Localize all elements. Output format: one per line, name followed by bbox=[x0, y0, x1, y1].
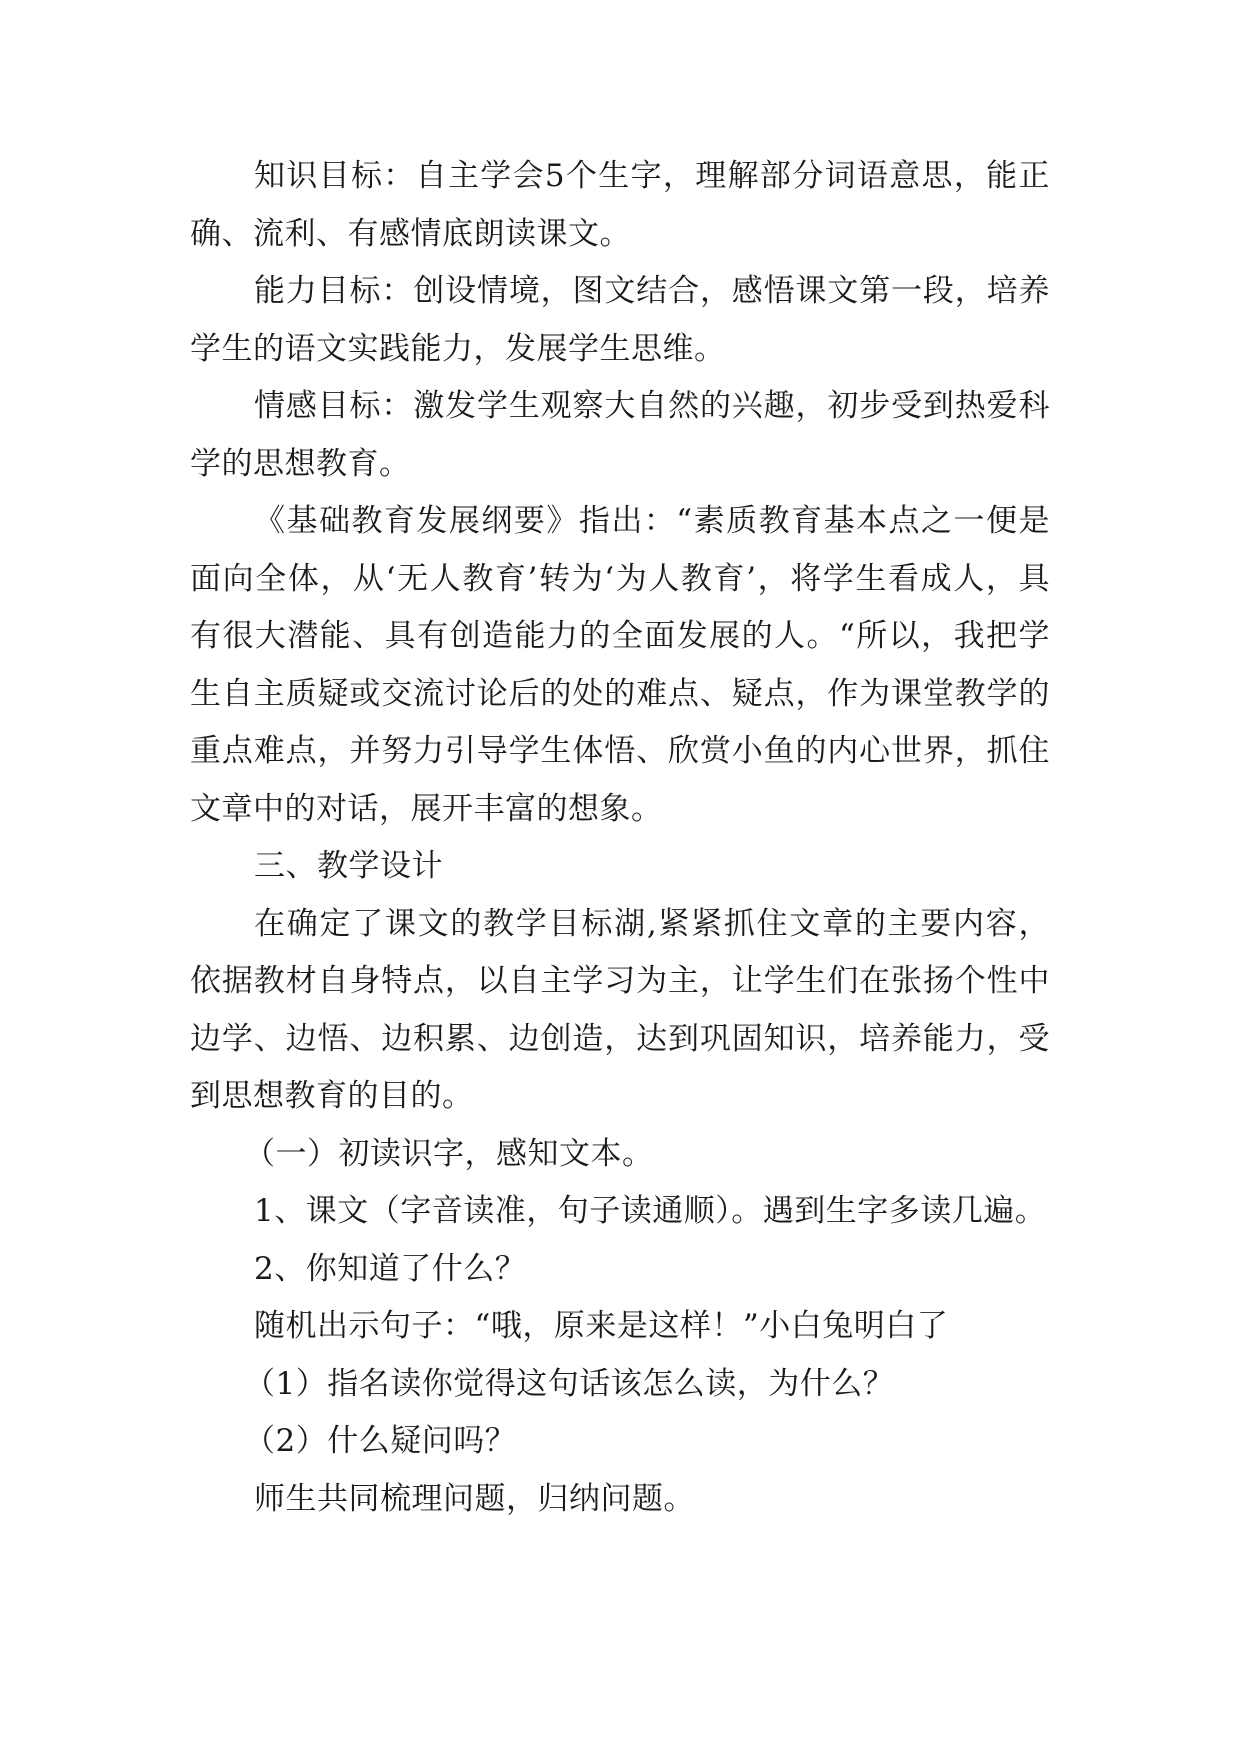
paragraph-knowledge-goal: 知识目标：自主学会5个生字，理解部分词语意思，能正确、流利、有感情底朗读课文。 bbox=[190, 158, 1050, 252]
section-heading-teaching-design: 三、教学设计 bbox=[254, 848, 443, 884]
paragraph-outline-quote: 《基础教育发展纲要》指出：“素质教育基本点之一便是面向全体，从‘无人教育’转为‘为人教育’，将学生看成人，具有很大潜能、具有创造能力的全面发展的人。“所以，我把学生自主质疑或交流讨论后的处的难点、疑点，作为课堂教学的重点难点，并努力引导学生体悟、欣赏小鱼的内心世界，抓住文章中的对话，展开丰富的想象。 bbox=[190, 503, 1050, 827]
paragraph-teaching-design: 在确定了课文的教学目标湖,紧紧抓住文章的主要内容，依据教材自身特点，以自主学习为主，让学生们在张扬个性中边学、边悟、边积累、边创造，达到巩固知识，培养能力，受到思想教育的目的。 bbox=[190, 905, 1050, 1114]
paragraph-random-sentence: 随机出示句子：“哦，原来是这样！”小白兔明白了 bbox=[254, 1308, 949, 1344]
list-item-1: 1、课文（字音读准，句子读通顺）。遇到生字多读几遍。 bbox=[254, 1193, 1047, 1229]
paragraph-summary: 师生共同梳理问题，归纳问题。 bbox=[254, 1480, 695, 1517]
list-item-paren-2: （2）什么疑问吗？ bbox=[244, 1423, 517, 1459]
paragraph-emotion-goal: 情感目标：激发学生观察大自然的兴趣，初步受到热爱科学的思想教育。 bbox=[190, 388, 1050, 482]
list-item-paren-1: （1）指名读你觉得这句话该怎么读，为什么？ bbox=[244, 1365, 895, 1402]
list-item-2: 2、你知道了什么？ bbox=[254, 1250, 527, 1287]
document-body bbox=[190, 148, 1050, 1528]
subheading-first-reading: （一）初读识字，感知文本。 bbox=[244, 1135, 654, 1172]
paragraph-ability-goal: 能力目标：创设情境，图文结合，感悟课文第一段，培养学生的语文实践能力，发展学生思维。 bbox=[190, 273, 1050, 367]
